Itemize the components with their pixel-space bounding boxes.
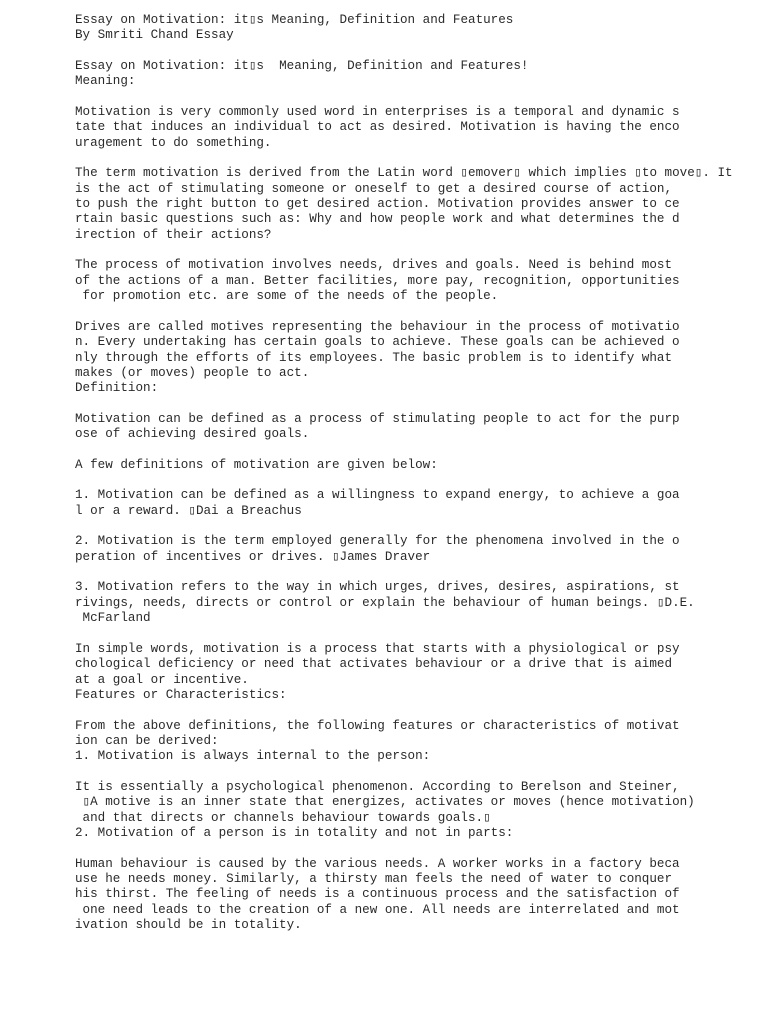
text-line: 3. Motivation refers to the way in which urges, drives, desires, aspirations, st xyxy=(75,580,680,595)
paragraph-gap xyxy=(75,443,755,458)
paragraph xyxy=(75,857,755,934)
text-line: The term motivation is derived from the Latin word ▯emover▯ which implies ▯to move▯. It xyxy=(75,166,733,181)
paragraph xyxy=(75,780,755,842)
text-line: Meaning: xyxy=(75,74,136,89)
text-line: Essay on Motivation: it▯s Meaning, Definition and Features xyxy=(75,13,514,27)
text-line: use he needs money. Similarly, a thirsty man feels the need of water to conquer xyxy=(75,872,673,887)
paragraph-gap xyxy=(75,627,755,642)
text-line: In simple words, motivation is a process that starts with a physiological or psy xyxy=(75,641,680,656)
text-line: irection of their actions? xyxy=(75,227,272,242)
paragraph-gap xyxy=(75,44,755,59)
text-line: tate that induces an individual to act as desired. Motivation is having the enco xyxy=(75,120,680,135)
paragraph xyxy=(75,166,755,243)
text-line: By Smriti Chand Essay xyxy=(75,28,234,43)
text-line: It is essentially a psychological phenomenon. According to Berelson and Steiner, xyxy=(75,779,680,794)
text-line: his thirst. The feeling of needs is a continuous process and the satisfaction of xyxy=(75,887,680,902)
text-line: Motivation is very commonly used word in enterprises is a temporal and dynamic s xyxy=(75,104,680,119)
paragraph-gap xyxy=(75,151,755,166)
text-line: Essay on Motivation: it▯s Meaning, Definition and Features! xyxy=(75,58,529,73)
paragraph-gap xyxy=(75,841,755,856)
text-line: to push the right button to get desired action. Motivation provides answer to ce xyxy=(75,197,680,212)
text-line: From the above definitions, the following features or characteristics of motivat xyxy=(75,718,680,733)
text-line: 2. Motivation of a person is in totality and not in parts: xyxy=(75,826,514,841)
text-line: ivation should be in totality. xyxy=(75,918,302,933)
paragraph-gap xyxy=(75,473,755,488)
text-line: for promotion etc. are some of the needs of the people. xyxy=(75,289,499,304)
text-line: rtain basic questions such as: Why and how people work and what determines the d xyxy=(75,212,680,227)
paragraph-gap xyxy=(75,703,755,718)
text-line: ion can be derived: xyxy=(75,733,219,748)
paragraph-gap xyxy=(75,90,755,105)
text-line: 2. Motivation is the term employed generally for the phenomena involved in the o xyxy=(75,534,680,549)
text-line: The process of motivation involves needs, drives and goals. Need is behind most xyxy=(75,258,673,273)
paragraph-gap xyxy=(75,565,755,580)
text-line: 1. Motivation is always internal to the person: xyxy=(75,749,431,764)
paragraph xyxy=(75,458,755,473)
paragraph xyxy=(75,320,755,397)
text-line: one need leads to the creation of a new one. All needs are interrelated and mot xyxy=(75,902,680,917)
text-line: A few definitions of motivation are given below: xyxy=(75,457,438,472)
paragraph xyxy=(75,105,755,151)
text-line: at a goal or incentive. xyxy=(75,672,249,687)
text-line: Features or Characteristics: xyxy=(75,687,287,702)
text-line: ose of achieving desired goals. xyxy=(75,427,310,442)
text-line: peration of incentives or drives. ▯James Draver xyxy=(75,549,431,564)
text-line: McFarland xyxy=(75,611,151,626)
paragraph xyxy=(75,13,755,44)
text-line: uragement to do something. xyxy=(75,135,272,150)
paragraph-gap xyxy=(75,243,755,258)
text-line: ▯A motive is an inner state that energizes, activates or moves (hence motivation) xyxy=(75,795,695,810)
text-line: Definition: xyxy=(75,381,159,396)
text-line: is the act of stimulating someone or oneself to get a desired course of action, xyxy=(75,181,673,196)
paragraph xyxy=(75,580,755,626)
paragraph-gap xyxy=(75,397,755,412)
text-line: n. Every undertaking has certain goals to achieve. These goals can be achieved o xyxy=(75,335,680,350)
text-line: makes (or moves) people to act. xyxy=(75,365,310,380)
text-line: Human behaviour is caused by the various needs. A worker works in a factory beca xyxy=(75,856,680,871)
paragraph xyxy=(75,258,755,304)
text-line: of the actions of a man. Better facilities, more pay, recognition, opportunities xyxy=(75,273,680,288)
text-line: Motivation can be defined as a process of stimulating people to act for the purp xyxy=(75,411,680,426)
paragraph xyxy=(75,488,755,519)
paragraph-gap xyxy=(75,765,755,780)
text-line: chological deficiency or need that activates behaviour or a drive that is aimed xyxy=(75,657,673,672)
paragraph-gap xyxy=(75,305,755,320)
paragraph xyxy=(75,59,755,90)
text-line: Drives are called motives representing the behaviour in the process of motivatio xyxy=(75,319,680,334)
paragraph-gap xyxy=(75,519,755,534)
paragraph xyxy=(75,642,755,704)
paragraph xyxy=(75,412,755,443)
text-line: l or a reward. ▯Dai a Breachus xyxy=(75,503,302,518)
text-line: and that directs or channels behaviour towards goals.▯ xyxy=(75,810,491,825)
text-line: 1. Motivation can be defined as a willingness to expand energy, to achieve a goa xyxy=(75,488,680,503)
document-page xyxy=(75,13,755,934)
text-line: nly through the efforts of its employees. The basic problem is to identify what xyxy=(75,350,673,365)
text-line: rivings, needs, directs or control or explain the behaviour of human beings. ▯D.E. xyxy=(75,595,695,610)
paragraph xyxy=(75,719,755,765)
paragraph xyxy=(75,534,755,565)
